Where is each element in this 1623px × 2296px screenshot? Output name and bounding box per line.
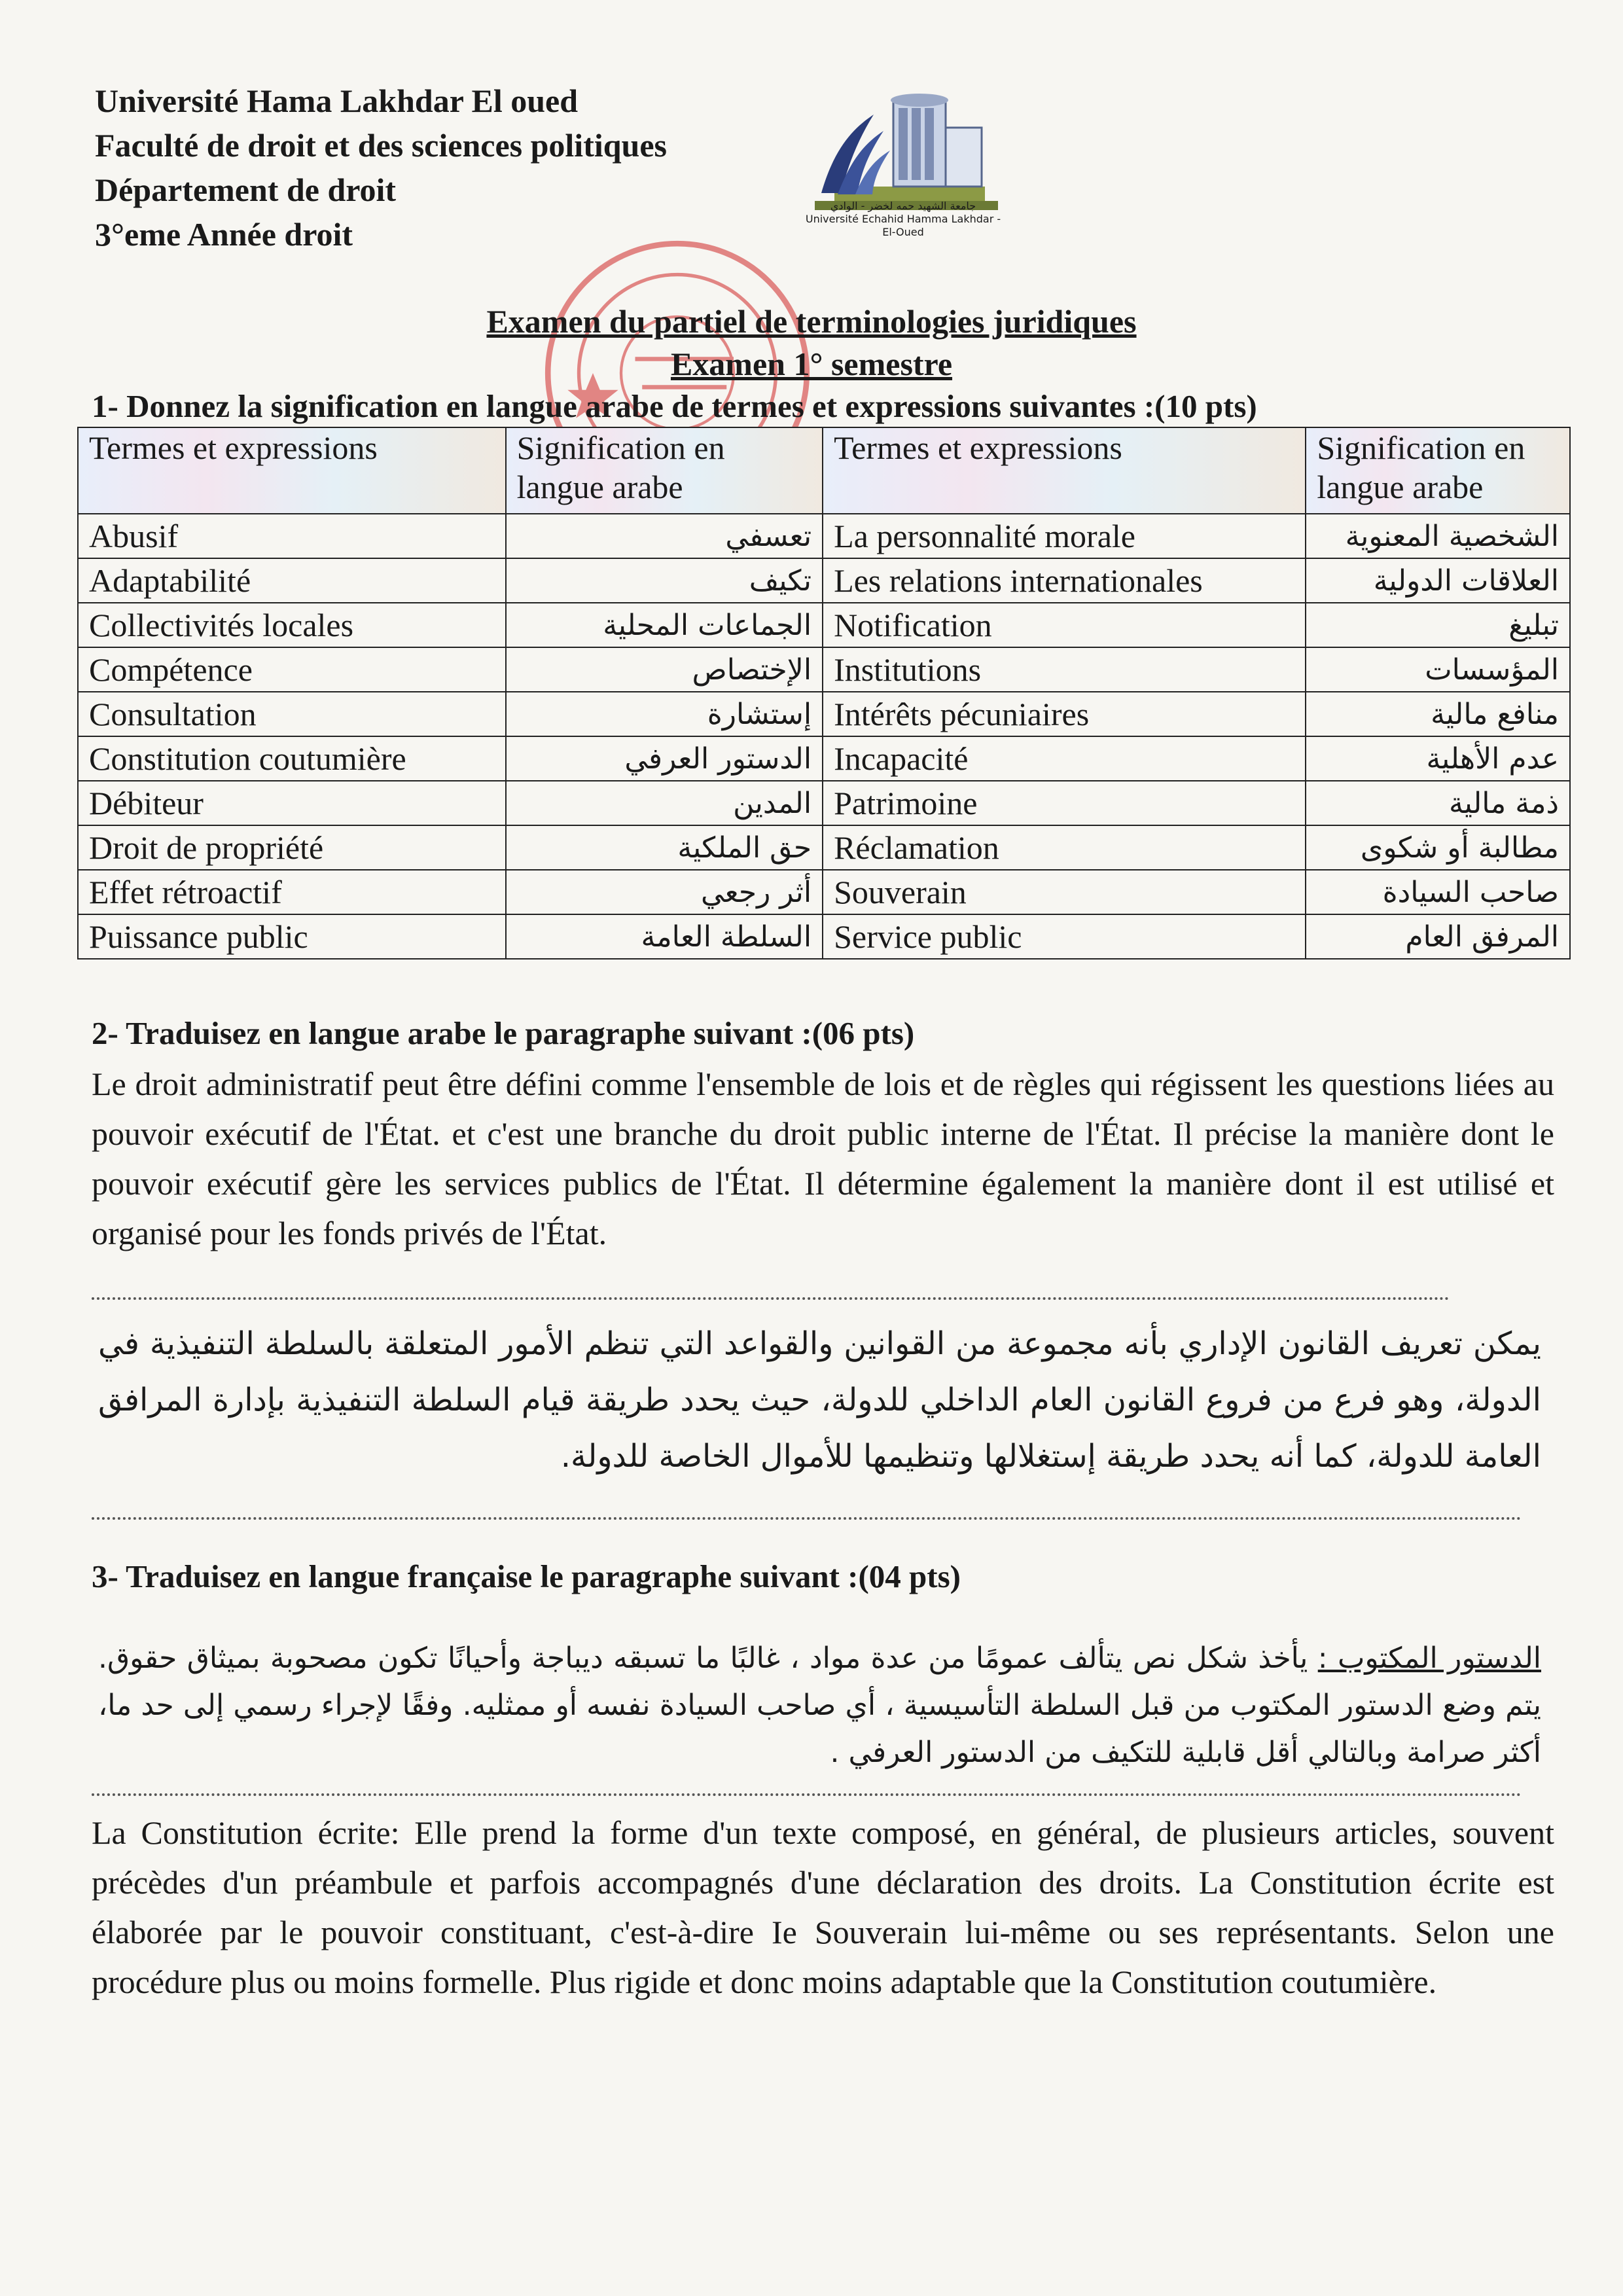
question-3-text [98, 1635, 1541, 1776]
header [95, 79, 815, 257]
term-ar: المدين [506, 781, 823, 825]
term-ar: الشخصية المعنوية [1306, 514, 1570, 558]
table-row [78, 736, 1570, 781]
term-fr: Souverain [823, 870, 1306, 914]
answer-line [92, 1297, 1450, 1300]
terms-table-header [78, 427, 1570, 514]
answer-line [92, 1793, 1522, 1796]
term-fr: Compétence [78, 647, 506, 692]
term-ar: أثر رجعي [506, 870, 823, 914]
term-ar: صاحب السيادة [1306, 870, 1570, 914]
term-ar: العلاقات الدولية [1306, 558, 1570, 603]
table-row [78, 558, 1570, 603]
term-ar: تبليغ [1306, 603, 1570, 647]
term-fr: Adaptabilité [78, 558, 506, 603]
term-ar: تعسفي [506, 514, 823, 558]
table-row [78, 781, 1570, 825]
term-ar: الإختصاص [506, 647, 823, 692]
term-fr: Puissance public [78, 914, 506, 959]
question-2-answer: يمكن تعريف القانون الإداري بأنه مجموعة من القوانين والقواعد التي تنظم الأمور المتعلقة بالسلطة التنفيذية في الدولة، وهو فرع من فروع القانون العام الداخلي للدولة، حيث يحدد طريقة قيام السلطة التنفيذية بإدارة المرافق العامة للدولة، كما أنه يحدد طريقة إستغلالها وتنظيمها للأموال الخاصة للدولة. [98, 1325, 1541, 1475]
question-3-answer: La Constitution écrite: Elle prend la forme d'un texte composé, en général, de plusieurs articles, souvent précèdes d'un préambule et parfois accompagnés d'une déclaration des droits. La Constitution écrite est élaborée par le pouvoir constituant, c'est-à-dire Ie Souverain lui-même ou ses représentants. Selon une procédure plus ou moins formelle. Plus rigide et donc moins adaptable que la Constitution coutumière. [92, 1814, 1554, 2000]
terms-table [77, 427, 1571, 960]
term-ar: الدستور العرفي [506, 736, 823, 781]
study-year: 3°eme Année droit [95, 216, 353, 253]
table-row [78, 514, 1570, 558]
term-ar: المرفق العام [1306, 914, 1570, 959]
term-ar: تكيف [506, 558, 823, 603]
header-meaning-2: Signification en langue arabe [1306, 427, 1570, 514]
department-name: Département de droit [95, 171, 397, 208]
term-fr: Débiteur [78, 781, 506, 825]
term-fr: Les relations internationales [823, 558, 1306, 603]
logo-caption [802, 200, 1005, 239]
term-fr: Constitution coutumière [78, 736, 506, 781]
question-1-heading: 1- Donnez la signification en langue arabe de termes et expressions suivantes :(10 pts) [92, 388, 1257, 424]
header-terms-1: Termes et expressions [78, 427, 506, 514]
term-fr: Intérêts pécuniaires [823, 692, 1306, 736]
term-ar: السلطة العامة [506, 914, 823, 959]
table-row [78, 914, 1570, 959]
header-meaning-1: Signification en langue arabe [506, 427, 823, 514]
faculty-name: Faculté de droit et des sciences politiques [95, 127, 667, 164]
exam-title: Examen du partiel de terminologies juridiques [486, 303, 1137, 340]
question-3-text-body: يأخذ شكل نص يتألف عمومًا من عدة مواد ، غالبًا ما تسبقه ديباجة وأحيانًا تكون مصحوبة بميثاق حقوق. يتم وضع الدستور المكتوب من قبل السلطة التأسيسية ، أي صاحب السيادة نفسه أو ممثليه. وفقًا لإجراء رسمي إلى حد ما، أكثر صرامة وبالتالي أقل قابلية للتكيف من الدستور العرفي . [98, 1641, 1541, 1769]
term-fr: Effet rétroactif [78, 870, 506, 914]
term-fr: Patrimoine [823, 781, 1306, 825]
term-fr: Abusif [78, 514, 506, 558]
term-fr: La personnalité morale [823, 514, 1306, 558]
term-ar: ذمة مالية [1306, 781, 1570, 825]
question-3-term: الدستور المكتوب : [1317, 1641, 1541, 1675]
term-fr: Droit de propriété [78, 825, 506, 870]
term-fr: Réclamation [823, 825, 1306, 870]
term-ar: الجماعات المحلية [506, 603, 823, 647]
term-ar: المؤسسات [1306, 647, 1570, 692]
term-fr: Institutions [823, 647, 1306, 692]
question-2-text: Le droit administratif peut être défini comme l'ensemble de lois et de règles qui régissent les questions liées au pouvoir exécutif de l'État. et c'est une branche du droit public interne de l'État. Il précise la manière dont le pouvoir exécutif gère les services publics de l'État. Il détermine également la manière dont il est utilisé et organisé pour les fonds privés de l'État. [92, 1066, 1554, 1251]
term-ar: عدم الأهلية [1306, 736, 1570, 781]
table-row [78, 647, 1570, 692]
term-fr: Incapacité [823, 736, 1306, 781]
table-row [78, 870, 1570, 914]
term-fr: Service public [823, 914, 1306, 959]
logo-caption-ar: جامعة الشهيد حمه لخضر - الوادي [830, 200, 976, 212]
table-row [78, 692, 1570, 736]
term-ar: منافع مالية [1306, 692, 1570, 736]
table-row [78, 825, 1570, 870]
exam-subtitle: Examen 1° semestre [670, 346, 953, 382]
answer-line [92, 1517, 1522, 1520]
term-ar: حق الملكية [506, 825, 823, 870]
term-fr: Collectivités locales [78, 603, 506, 647]
university-name: Université Hama Lakhdar El oued [95, 82, 579, 119]
question-3-heading: 3- Traduisez en langue française le paragraphe suivant :(04 pts) [92, 1558, 961, 1594]
table-row [78, 603, 1570, 647]
term-fr: Notification [823, 603, 1306, 647]
logo-caption-fr: Université Echahid Hamma Lakhdar - El-Oued [805, 213, 1001, 238]
term-ar: إستشارة [506, 692, 823, 736]
question-2-heading: 2- Traduisez en langue arabe le paragraphe suivant :(06 pts) [92, 1015, 915, 1051]
term-ar: مطالبة أو شكوى [1306, 825, 1570, 870]
term-fr: Consultation [78, 692, 506, 736]
header-terms-2: Termes et expressions [823, 427, 1306, 514]
